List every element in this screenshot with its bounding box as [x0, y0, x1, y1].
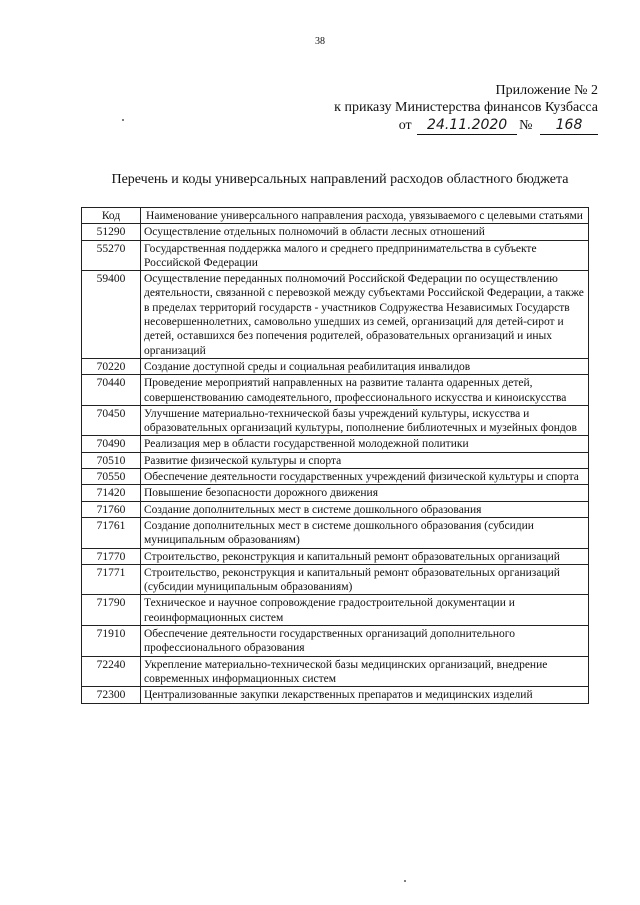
table-row — [82, 626, 589, 657]
handwritten-order-number: 168 — [540, 117, 598, 135]
row-name: Создание доступной среды и социальная реабилитация инвалидов — [141, 358, 589, 374]
handwritten-date: 24.11.2020 — [417, 117, 517, 135]
table-header-row — [82, 208, 589, 224]
appendix-title: Приложение № 2 — [495, 83, 598, 98]
table-row — [82, 656, 589, 687]
scan-speck — [122, 119, 124, 121]
row-name: Создание дополнительных мест в системе дошкольного образования — [141, 501, 589, 517]
row-code: 70220 — [82, 358, 141, 374]
row-code: 70440 — [82, 375, 141, 406]
row-code: 70510 — [82, 452, 141, 468]
row-name: Проведение мероприятий направленных на развитие таланта одаренных детей, совершенствованию самодеятельного, профессионального искусства и киноискусства — [141, 375, 589, 406]
row-code: 71760 — [82, 501, 141, 517]
number-label: № — [519, 118, 533, 133]
row-name: Развитие физической культуры и спорта — [141, 452, 589, 468]
row-name: Техническое и научное сопровождение градостроительной документации и геоинформационных систем — [141, 595, 589, 626]
row-code: 71910 — [82, 626, 141, 657]
table-row — [82, 548, 589, 564]
row-name: Создание дополнительных мест в системе дошкольного образования (субсидии муниципальным образованиям) — [141, 517, 589, 548]
row-code: 71771 — [82, 564, 141, 595]
table-row — [82, 375, 589, 406]
date-prefix: от — [398, 118, 412, 133]
row-name: Укрепление материально-технической базы медицинских организаций, внедрение современных информационных систем — [141, 656, 589, 687]
appendix-order-ref: к приказу Министерства финансов Кузбасса — [334, 100, 598, 115]
page-number: 38 — [315, 36, 325, 47]
appendix-header — [334, 82, 598, 135]
document-title: Перечень и коды универсальных направлений расходов областного бюджета — [111, 172, 569, 187]
table-row — [82, 452, 589, 468]
row-code: 71420 — [82, 485, 141, 501]
row-code: 55270 — [82, 240, 141, 271]
row-code: 70450 — [82, 405, 141, 436]
table-row — [82, 224, 589, 240]
appendix-date-line — [399, 117, 598, 135]
row-code: 71761 — [82, 517, 141, 548]
header-code: Код — [82, 208, 141, 224]
row-code: 70550 — [82, 469, 141, 485]
row-name: Централизованные закупки лекарственных препаратов и медицинских изделий — [141, 687, 589, 703]
row-name: Повышение безопасности дорожного движения — [141, 485, 589, 501]
expense-codes-table — [81, 207, 589, 704]
row-code: 59400 — [82, 271, 141, 359]
row-code: 51290 — [82, 224, 141, 240]
table-body — [82, 224, 589, 703]
table-row — [82, 358, 589, 374]
table-row — [82, 595, 589, 626]
row-code: 71790 — [82, 595, 141, 626]
row-name: Строительство, реконструкция и капитальный ремонт образовательных организаций (субсидии муниципальным образованиям) — [141, 564, 589, 595]
table-row — [82, 271, 589, 359]
table-row — [82, 469, 589, 485]
row-name: Осуществление отдельных полномочий в области лесных отношений — [141, 224, 589, 240]
table-row — [82, 687, 589, 703]
row-code: 71770 — [82, 548, 141, 564]
table-row — [82, 564, 589, 595]
table-row — [82, 405, 589, 436]
row-name: Строительство, реконструкция и капитальный ремонт образовательных организаций — [141, 548, 589, 564]
header-name: Наименование универсального направления расхода, увязываемого с целевыми статьями — [141, 208, 589, 224]
row-name: Государственная поддержка малого и среднего предпринимательства в субъекте Российской Федерации — [141, 240, 589, 271]
table-row — [82, 501, 589, 517]
table-row — [82, 436, 589, 452]
scan-speck — [404, 880, 406, 882]
table-row — [82, 485, 589, 501]
row-name: Реализация мер в области государственной молодежной политики — [141, 436, 589, 452]
row-name: Обеспечение деятельности государственных учреждений физической культуры и спорта — [141, 469, 589, 485]
row-code: 72240 — [82, 656, 141, 687]
table-row — [82, 517, 589, 548]
table-row — [82, 240, 589, 271]
row-name: Обеспечение деятельности государственных организаций дополнительного профессионального образования — [141, 626, 589, 657]
row-code: 70490 — [82, 436, 141, 452]
row-name: Осуществление переданных полномочий Российской Федерации по осуществлению деятельности, связанной с перевозкой между субъектами Российской Федерации, а также в пределах территорий государств - участников Содружества Независимых Государств несовершеннолетних, самовольно ушедших из семей, организаций для детей-сирот и детей, оставшихся без попечения родителей, образовательных организаций и иных организаций — [141, 271, 589, 359]
row-code: 72300 — [82, 687, 141, 703]
row-name: Улучшение материально-технической базы учреждений культуры, искусства и образовательных организаций культуры, пополнение библиотечных и музейных фондов — [141, 405, 589, 436]
